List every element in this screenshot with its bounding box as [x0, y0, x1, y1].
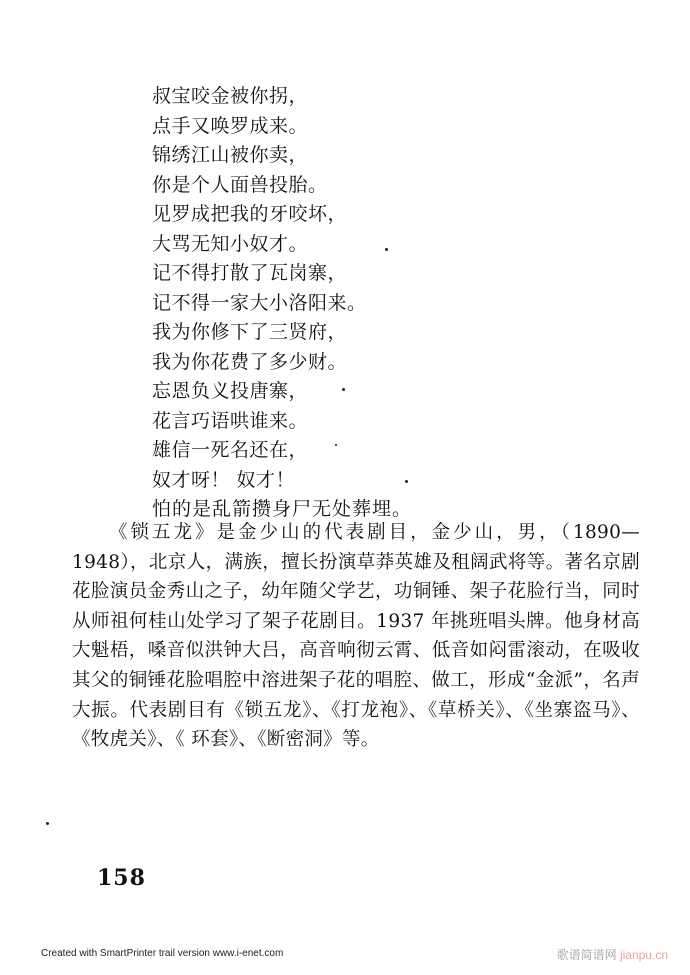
- lyric-line: 大骂无知小奴才。: [152, 232, 309, 255]
- lyric-line: 锦绣江山被你卖，: [152, 144, 309, 166]
- scan-speck: [405, 480, 408, 483]
- lyric-line: 我为你花费了多少财。: [152, 350, 348, 373]
- lyric-line: 点手又唤罗成来。: [152, 114, 309, 137]
- lyric-line: 见罗成把我的牙咬坏，: [152, 203, 348, 225]
- lyric-line: 我为你修下了三贤府，: [152, 321, 348, 343]
- scan-speck: [335, 444, 337, 446]
- watermark-site-name: 歌谱简谱网: [556, 948, 617, 962]
- scan-speck: [46, 822, 49, 825]
- page-number: 158: [97, 865, 146, 891]
- scan-speck: [342, 388, 345, 391]
- lyric-line: 你是个人面兽投胎。: [152, 173, 328, 196]
- lyric-line: 记不得打散了瓦岗寨，: [152, 262, 348, 284]
- lyric-line: 怕的是乱箭攒身尸无处葬埋。: [152, 498, 413, 520]
- printer-credit: Created with SmartPrinter trail version www.i-enet.com: [41, 948, 284, 959]
- site-watermark: [557, 946, 668, 963]
- lyrics-block: [152, 82, 622, 525]
- lyric-line: 雄信一死名还在，: [152, 439, 309, 461]
- lyric-line: 忘恩负义投唐寨，: [152, 380, 309, 402]
- lyric-line: 奴才呀！ 奴才！: [152, 468, 296, 491]
- lyric-line: 记不得一家大小洛阳来。: [152, 291, 367, 314]
- watermark-url: jianpu.cn: [619, 948, 668, 962]
- lyric-line: 花言巧语哄谁来。: [152, 409, 309, 432]
- biography-paragraph: 《锁五龙》是金少山的代表剧目，金少山，男，（1890—1948），北京人，满族，擅长扮演草莽英雄及租阔武将等。著名京剧花脸演员金秀山之子，幼年随父学艺，功铜锤、架子花脸行当，同时从师祖何桂山处学习了架子花剧目。1937 年挑班唱头牌。他身材高大魁梧，嗓音似洪钟大吕，高音响彻云霄、低音如闷雷滚动，在吸收其父的铜锤花脸唱腔中溶进架子花的唱腔、做工，形成“金派”，名声大振。代表剧目有《锁五龙》、《打龙袍》、《草桥关》、《坐寨盗马》、《牧虎关》、《 环套》、《断密洞》等。: [72, 522, 640, 751]
- scan-speck: [385, 248, 388, 251]
- lyric-line: 叔宝咬金被你拐，: [152, 85, 309, 107]
